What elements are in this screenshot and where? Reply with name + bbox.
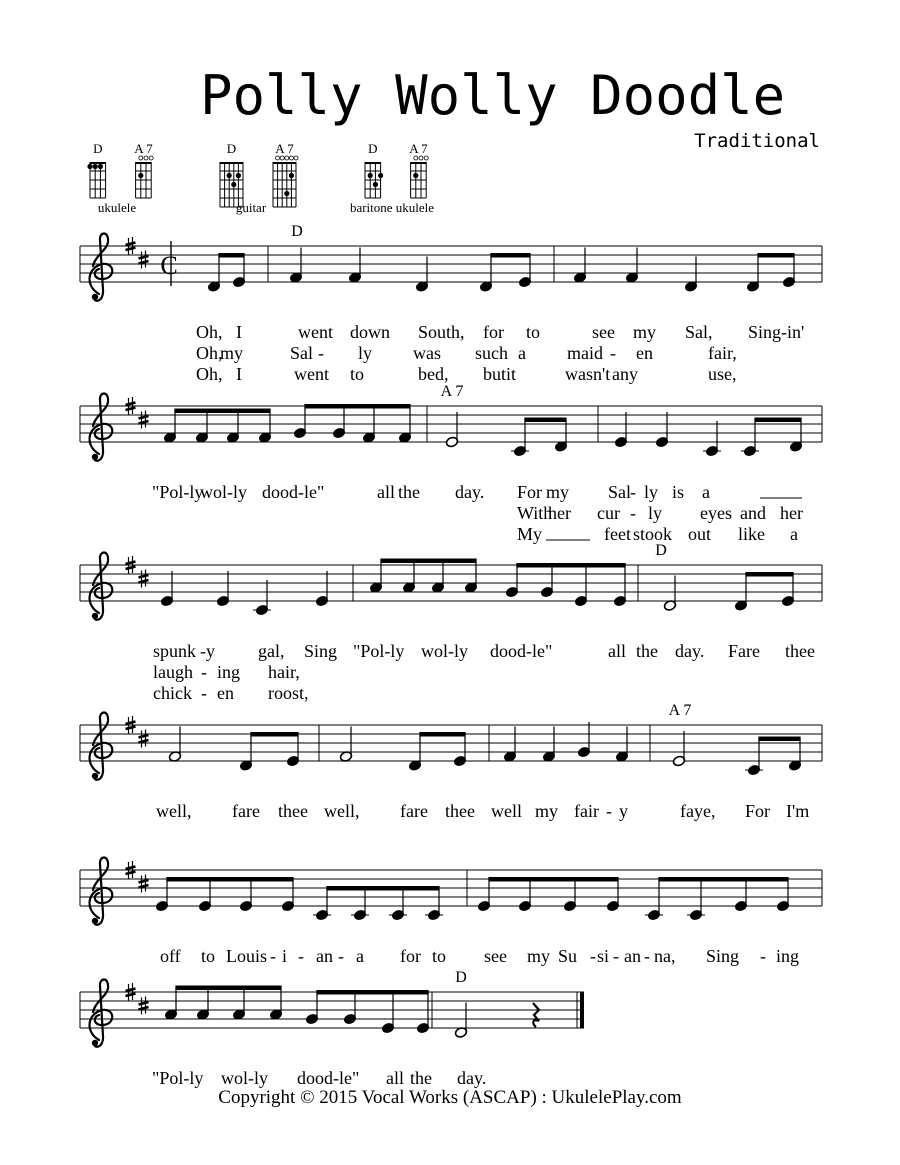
lyric-syllable: the (398, 482, 420, 502)
sharp-bar (126, 562, 136, 565)
chord-name: D (368, 141, 378, 156)
lyric-syllable: a (356, 946, 364, 966)
lyric-syllable: all (377, 482, 395, 502)
lyric-syllable: out (688, 524, 712, 544)
sharp-bar (139, 880, 149, 883)
lyric-syllable: - (201, 683, 207, 703)
lyric-syllable: - (630, 482, 636, 502)
sharp-bar (139, 261, 149, 264)
lyric-syllable: to (201, 946, 216, 966)
chord-symbol: D (655, 542, 667, 559)
song-title: Polly Wolly Doodle (200, 64, 786, 127)
beam (516, 563, 625, 568)
finger-dot (231, 182, 236, 187)
treble-clef (90, 980, 113, 1047)
note (425, 909, 443, 921)
lyric-syllable: was (413, 343, 441, 363)
system-1 (80, 223, 822, 384)
beam (174, 409, 270, 414)
finger-dot (373, 182, 378, 187)
lyric-syllable: a (518, 343, 526, 363)
beam (658, 877, 788, 882)
finger-dot (284, 191, 289, 196)
note (315, 571, 328, 607)
lyric-syllable: - (270, 946, 276, 966)
treble-clef-dot (92, 1040, 98, 1046)
sharp-bar (126, 243, 136, 246)
lyric-syllable: well (491, 801, 522, 821)
lyric-syllable: down (350, 322, 390, 342)
lyric-syllable: For (517, 482, 543, 502)
lyric-syllable: the (410, 1068, 432, 1088)
lyric-syllable: to (350, 364, 365, 384)
lyric-syllable: for (483, 322, 504, 342)
lyric-syllable: Sing (706, 946, 740, 966)
sharp-icon (139, 411, 149, 429)
lyric-syllable: "Pol-ly (353, 641, 405, 661)
treble-clef-dot (92, 454, 98, 460)
treble-clef-shape (90, 234, 113, 301)
lyric-syllable: an (624, 946, 641, 966)
lyric-syllable: - (318, 343, 324, 363)
lyric-syllable: my (633, 322, 657, 342)
note (615, 727, 628, 763)
lyric-syllable: all (386, 1068, 404, 1088)
lyric-syllable: - (760, 946, 766, 966)
lyric-syllable: my (535, 801, 559, 821)
note (454, 1003, 467, 1039)
lyric-syllable: an (316, 946, 333, 966)
note (289, 248, 302, 284)
lyric-syllable: dood-le" (262, 482, 325, 502)
lyric-syllable: my (220, 343, 244, 363)
lyric-syllable: fair (574, 801, 599, 821)
lyric-syllable: Sal (608, 482, 632, 502)
lyric-syllable: With (517, 503, 553, 523)
sharp-icon (139, 730, 149, 748)
lyric-syllable: it (506, 364, 517, 384)
lyric-syllable: Louis (226, 946, 268, 966)
note (168, 727, 181, 763)
lyric-syllable: Oh, (196, 364, 223, 384)
chord-name: A 7 (409, 141, 428, 156)
finger-dot (413, 173, 418, 178)
lyric-syllable: dood-le" (297, 1068, 360, 1088)
system-4 (80, 702, 822, 821)
sharp-bar (126, 727, 136, 730)
treble-clef-dot (92, 294, 98, 300)
chord-grid (136, 162, 152, 198)
note (415, 257, 428, 293)
lyric-syllable: Sing (304, 641, 338, 661)
beam (304, 404, 410, 409)
chord-diagram-guitar (220, 141, 298, 215)
system-6 (80, 969, 584, 1088)
sharp-bar (139, 580, 149, 583)
lyric-syllable: see (484, 946, 507, 966)
sharp-bar (139, 575, 149, 578)
open-string-marker (276, 156, 280, 160)
instrument-label: ukulele (97, 200, 137, 215)
nut (220, 162, 243, 164)
lyric-syllable: my (527, 946, 551, 966)
lyric-syllable: a (702, 482, 710, 502)
lyric-syllable: bed, (418, 364, 449, 384)
lyric-syllable: - (610, 343, 616, 363)
lyric-syllable: the (636, 641, 658, 661)
nut (411, 162, 427, 164)
lyric-syllable: For (745, 801, 771, 821)
sharp-bar (126, 248, 136, 251)
open-string-marker (414, 156, 418, 160)
treble-clef-shape (90, 394, 113, 461)
lyric-syllable: spunk (153, 641, 197, 661)
lyric-syllable: laugh (153, 662, 193, 682)
beam (745, 572, 793, 577)
lyric-syllable: ing (217, 662, 241, 682)
treble-clef-shape (90, 713, 113, 780)
lyric-syllable: - (338, 946, 344, 966)
lyric-syllable: use, (708, 364, 737, 384)
lyric-syllable: her (548, 503, 571, 523)
lyric-syllable: Fare (728, 641, 760, 661)
sharp-icon (139, 997, 149, 1015)
sharp-bar (139, 885, 149, 888)
sharp-bar (139, 735, 149, 738)
lyric-syllable: i (282, 946, 288, 966)
lyric-syllable: day. (457, 1068, 487, 1088)
common-time-symbol: C (160, 251, 178, 280)
lyric-syllable: South, (418, 322, 465, 342)
open-string-marker (139, 156, 143, 160)
lyric-syllable: ly (648, 503, 663, 523)
treble-clef (90, 553, 113, 620)
lyric-syllable: faye, (680, 801, 716, 821)
sharp-icon (139, 875, 149, 893)
note (216, 571, 229, 607)
sharp-bar (126, 989, 136, 992)
treble-clef (90, 394, 113, 461)
lyric-syllable: Sal (290, 343, 314, 363)
note (313, 909, 331, 921)
treble-clef-dot (92, 613, 98, 619)
lyric-syllable: a (790, 524, 798, 544)
lyric-syllable: na, (654, 946, 676, 966)
beam (757, 253, 794, 258)
composer-credit: Traditional (694, 130, 820, 152)
final-barline-thick (580, 992, 584, 1028)
finger-dot (87, 164, 92, 169)
lyric-syllable: - (201, 662, 207, 682)
lyric-syllable: fare (400, 801, 428, 821)
lyric-syllable: dood-le" (490, 641, 553, 661)
note (684, 257, 697, 293)
chord-diagrams (87, 141, 434, 215)
sharp-bar (139, 740, 149, 743)
time-signature-cut (160, 241, 177, 286)
treble-clef-shape (90, 858, 113, 925)
note (351, 909, 369, 921)
lyric-syllable: - (200, 641, 206, 661)
staves (80, 223, 822, 1088)
chord-symbol: D (455, 969, 467, 986)
lyric-syllable: roost, (268, 683, 309, 703)
lyric-syllable: to (432, 946, 447, 966)
beam (166, 877, 293, 882)
beam (316, 990, 428, 995)
lyric-syllable: is (672, 482, 685, 502)
open-string-marker (144, 156, 148, 160)
copyright-line: Copyright © 2015 Vocal Works (ASCAP) : UkulelePlay.com (218, 1087, 682, 1108)
finger-dot (378, 173, 383, 178)
lyric-syllable: for (400, 946, 421, 966)
open-string-marker (289, 156, 293, 160)
lyric-syllable: eyes (700, 503, 732, 523)
sharp-bar (126, 408, 136, 411)
lyric-syllable: well, (156, 801, 192, 821)
lyric-syllable: my (546, 482, 570, 502)
chord-symbol: A 7 (668, 702, 692, 719)
lyric-syllable: went (294, 364, 329, 384)
lyric-syllable: Sing-in' (748, 322, 805, 342)
note (672, 731, 685, 767)
note (577, 722, 590, 758)
treble-clef (90, 234, 113, 301)
note (687, 909, 705, 921)
lyric-syllable: to (526, 322, 541, 342)
note (511, 445, 529, 457)
lyric-syllable: en (636, 343, 653, 363)
lyric-syllable: - (613, 946, 619, 966)
finger-dot (93, 164, 98, 169)
chord-grid (365, 162, 383, 198)
lyric-syllable: - (644, 946, 650, 966)
note (389, 909, 407, 921)
lyric-syllable: hair, (268, 662, 300, 682)
note (741, 445, 759, 457)
lyric-syllable: Oh, (196, 322, 223, 342)
lyric-syllable: any (612, 364, 638, 384)
note (253, 580, 271, 616)
quarter-rest (533, 1003, 539, 1027)
instrument-label: guitar (235, 200, 267, 215)
note (703, 421, 721, 457)
lyric-syllable: wol-ly (421, 641, 468, 661)
lyric-syllable: thee (785, 641, 815, 661)
beam (419, 732, 465, 737)
beam (380, 559, 476, 564)
open-string-marker (294, 156, 298, 160)
lyric-syllable: see (592, 322, 615, 342)
sharp-bar (126, 867, 136, 870)
lyric-syllable: chick (153, 683, 192, 703)
instrument-label: baritone ukulele (349, 200, 435, 215)
lyric-syllable: wasn't (565, 364, 611, 384)
finger-dot (236, 173, 241, 178)
open-string-marker (285, 156, 289, 160)
lyric-syllable: Su (558, 946, 578, 966)
beam (326, 886, 439, 891)
open-string-marker (424, 156, 428, 160)
note (745, 764, 763, 776)
chord-grid (273, 162, 296, 207)
lyric-syllable: day. (675, 641, 705, 661)
note (645, 909, 663, 921)
lyric-syllable: off (160, 946, 181, 966)
treble-clef-shape (90, 553, 113, 620)
beam (175, 986, 281, 991)
finger-dot (138, 173, 143, 178)
lyric-syllable: maid (567, 343, 603, 363)
beam (250, 732, 298, 737)
nut (90, 162, 106, 164)
chord-symbol: D (291, 223, 303, 240)
lyric-syllable: such (475, 343, 508, 363)
lyric-syllable: thee (445, 801, 475, 821)
note (542, 727, 555, 763)
lyric-syllable: y (206, 641, 215, 661)
lyric-syllable: I'm (786, 801, 810, 821)
lyric-syllable: ly (644, 482, 659, 502)
lyric-syllable: I (236, 322, 242, 342)
sharp-bar (139, 256, 149, 259)
lyric-syllable: well, (324, 801, 360, 821)
lyric-syllable: but (483, 364, 507, 384)
note (339, 727, 352, 763)
sharp-icon (139, 251, 149, 269)
lyric-syllable: I (236, 364, 242, 384)
note (625, 248, 638, 284)
finger-dot (368, 173, 373, 178)
open-string-marker (149, 156, 153, 160)
chord-diagram-baritone-ukulele (350, 141, 434, 215)
lyric-syllable: "Pol-ly (152, 1068, 204, 1088)
note (573, 248, 586, 284)
lyric-syllable: went (298, 322, 333, 342)
sharp-bar (126, 403, 136, 406)
note (160, 571, 173, 607)
lyric-syllable: gal, (258, 641, 285, 661)
sharp-bar (139, 1002, 149, 1005)
sharp-bar (139, 421, 149, 424)
sharp-bar (126, 567, 136, 570)
note (663, 576, 676, 612)
lyric-syllable: - (298, 946, 304, 966)
open-string-marker (280, 156, 284, 160)
finger-dot (98, 164, 103, 169)
sharp-bar (139, 416, 149, 419)
lyric-syllable: feet (604, 524, 631, 544)
lyric-syllable: her (780, 503, 803, 523)
lyric-syllable: stook (633, 524, 673, 544)
treble-clef (90, 858, 113, 925)
treble-clef-dot (92, 773, 98, 779)
beam (524, 418, 566, 423)
lyric-syllable: thee (278, 801, 308, 821)
treble-clef-dot (92, 918, 98, 924)
chord-name: D (226, 141, 237, 156)
chord-symbol: A 7 (440, 383, 464, 400)
beam (754, 418, 801, 423)
nut (365, 162, 381, 164)
chord-name: D (93, 141, 103, 156)
system-3 (80, 542, 822, 703)
sharp-bar (139, 1007, 149, 1010)
lyric-syllable: fare (232, 801, 260, 821)
note (503, 727, 516, 763)
beam (488, 877, 618, 882)
treble-clef (90, 713, 113, 780)
sharp-bar (126, 872, 136, 875)
lyric-syllable: all (608, 641, 626, 661)
chord-grid (87, 162, 105, 198)
open-string-marker (419, 156, 423, 160)
chord-diagram-ukulele (87, 141, 153, 215)
lyric-syllable: "Pol-ly (152, 482, 204, 502)
nut (136, 162, 152, 164)
note (348, 248, 361, 284)
note (655, 412, 668, 448)
lyric-syllable: - (630, 503, 636, 523)
lyric-syllable: - (606, 801, 612, 821)
sharp-bar (126, 722, 136, 725)
lyric-syllable: si (597, 946, 610, 966)
system-5 (80, 858, 822, 967)
nut (273, 162, 296, 164)
chord-name: A 7 (134, 141, 153, 156)
lyric-syllable: My (517, 524, 543, 544)
finger-dot (289, 173, 294, 178)
lyric-syllable: en (217, 683, 234, 703)
note (445, 412, 458, 448)
lyric-syllable: - (590, 946, 596, 966)
lyric-syllable: day. (455, 482, 485, 502)
beam (218, 253, 244, 258)
lyric-syllable: ly (358, 343, 373, 363)
lyric-syllable: ing (776, 946, 800, 966)
beam (758, 737, 800, 742)
sharp-icon (139, 570, 149, 588)
lyric-syllable: wol-ly (200, 482, 247, 502)
chord-grid (411, 162, 427, 198)
lyric-syllable: like (738, 524, 765, 544)
sharp-bar (126, 994, 136, 997)
lyric-syllable: Sal, (685, 322, 713, 342)
lyric-syllable: and (740, 503, 766, 523)
treble-clef-shape (90, 980, 113, 1047)
lyric-syllable: wol-ly (221, 1068, 268, 1088)
note (614, 412, 627, 448)
beam (490, 253, 530, 258)
lyric-syllable: Oh, (196, 343, 223, 363)
lyric-syllable: fair, (708, 343, 737, 363)
finger-dot (227, 173, 232, 178)
lyric-syllable: y (619, 801, 628, 821)
system-2 (80, 383, 822, 544)
lyric-syllable: cur (597, 503, 620, 523)
chord-name: A 7 (275, 141, 294, 156)
